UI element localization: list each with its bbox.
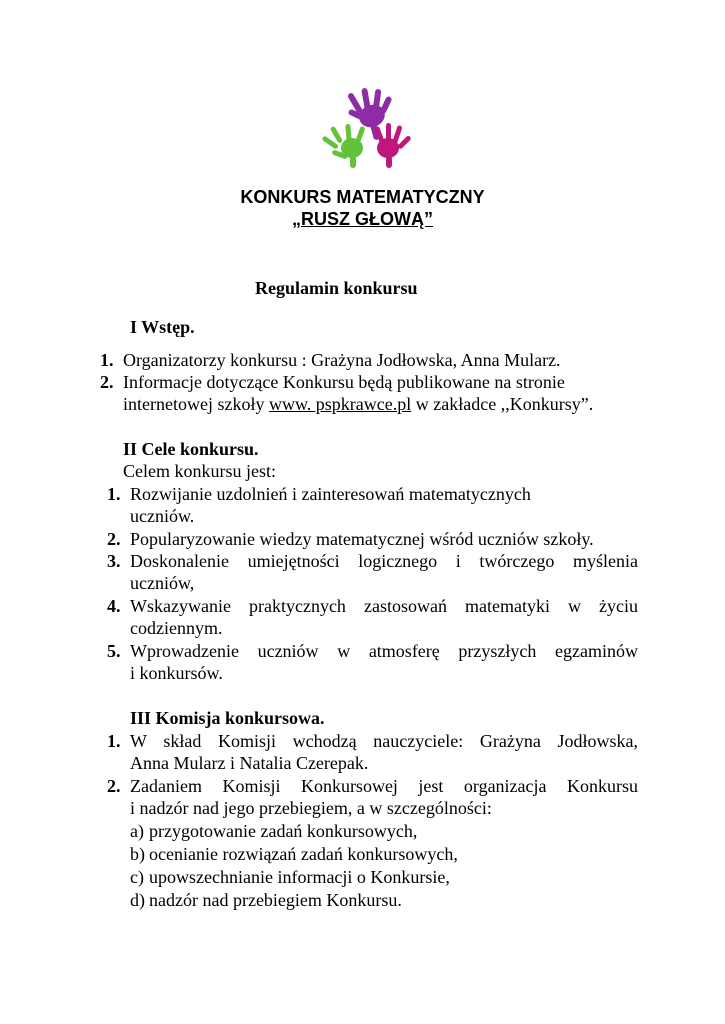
section-2-item-2-number: 2. bbox=[107, 529, 121, 549]
magenta-hand-icon bbox=[374, 123, 412, 168]
website-suffix-text: w zakładce ,,Konkursy”. bbox=[411, 394, 594, 414]
section-1-heading: I Wstęp. bbox=[130, 317, 195, 337]
section-2-item-3-text: Doskonalenie umiejętności logicznego i twórczego myślenia bbox=[130, 551, 638, 571]
section-2-heading: II Cele konkursu. bbox=[123, 439, 259, 459]
section-3-subitem-c-text: upowszechnianie informacji o Konkursie, bbox=[149, 867, 450, 887]
section-1-item-2-text: Informacje dotyczące Konkursu będą publikowane na stronie bbox=[123, 372, 565, 392]
section-2-item-4-text: Wskazywanie praktycznych zastosowań matematyki w życiu bbox=[130, 596, 638, 616]
contest-title: KONKURS MATEMATYCZNY bbox=[240, 187, 485, 207]
section-3-subitem-d-text: nadzór nad przebiegiem Konkursu. bbox=[149, 890, 402, 910]
section-2-item-4-line2: codziennym. bbox=[130, 618, 223, 638]
section-2-item-3-number: 3. bbox=[107, 551, 121, 571]
section-2-item-3-line2: uczniów, bbox=[130, 573, 195, 593]
section-3-item-2-number: 2. bbox=[107, 776, 121, 796]
section-2-item-5-text: Wprowadzenie uczniów w atmosferę przyszłych egzaminów bbox=[130, 641, 638, 661]
section-1-item-2-number: 2. bbox=[100, 372, 114, 392]
section-1-item-2-line2 bbox=[123, 393, 593, 415]
section-3-subitem-c-letter: c) bbox=[130, 867, 144, 887]
purple-hand-icon bbox=[347, 88, 393, 141]
section-3-subitem-a-letter: a) bbox=[130, 821, 144, 841]
green-hand-icon bbox=[322, 124, 366, 168]
website-prefix-text: internetowej szkoły bbox=[123, 394, 269, 414]
section-3-item-2-text: Zadaniem Komisji Konkursowej jest organizacja Konkursu bbox=[130, 776, 638, 796]
section-2-item-1-text: Rozwijanie uzdolnień i zainteresowań matematycznych bbox=[130, 484, 531, 504]
regulations-heading: Regulamin konkursu bbox=[255, 278, 418, 298]
section-3-heading: III Komisja konkursowa. bbox=[130, 708, 325, 728]
section-1-item-1-number: 1. bbox=[100, 350, 114, 370]
section-2-item-5-number: 5. bbox=[107, 641, 121, 661]
section-2-item-1-line2: uczniów. bbox=[130, 506, 195, 526]
section-2-item-2-text: Popularyzowanie wiedzy matematycznej wśród uczniów szkoły. bbox=[130, 529, 594, 549]
school-website-link[interactable]: www. pspkrawce.pl bbox=[268, 394, 412, 414]
section-3-subitem-b-letter: b) bbox=[130, 844, 145, 864]
section-3-subitem-d-letter: d) bbox=[130, 890, 145, 910]
section-2-intro: Celem konkursu jest: bbox=[123, 461, 276, 481]
section-1-item-1-text: Organizatorzy konkursu : Grażyna Jodłowska, Anna Mularz. bbox=[123, 350, 561, 370]
section-2-item-1-number: 1. bbox=[107, 484, 121, 504]
section-3-item-1-line2: Anna Mularz i Natalia Czerepak. bbox=[130, 753, 369, 773]
section-2-item-4-number: 4. bbox=[107, 596, 121, 616]
contest-name: „RUSZ GŁOWĄ” bbox=[292, 209, 433, 229]
colored-hands-logo-icon bbox=[322, 86, 416, 170]
section-3-subitem-a-text: przygotowanie zadań konkursowych, bbox=[149, 821, 418, 841]
section-2-item-5-line2: i konkursów. bbox=[130, 663, 223, 683]
section-3-item-1-number: 1. bbox=[107, 731, 121, 751]
section-3-item-2-line2: i nadzór nad jego przebiegiem, a w szczególności: bbox=[130, 798, 492, 818]
section-3-item-1-text: W skład Komisji wchodzą nauczyciele: Grażyna Jodłowska, bbox=[130, 731, 638, 751]
section-3-subitem-b-text: ocenianie rozwiązań zadań konkursowych, bbox=[149, 844, 458, 864]
